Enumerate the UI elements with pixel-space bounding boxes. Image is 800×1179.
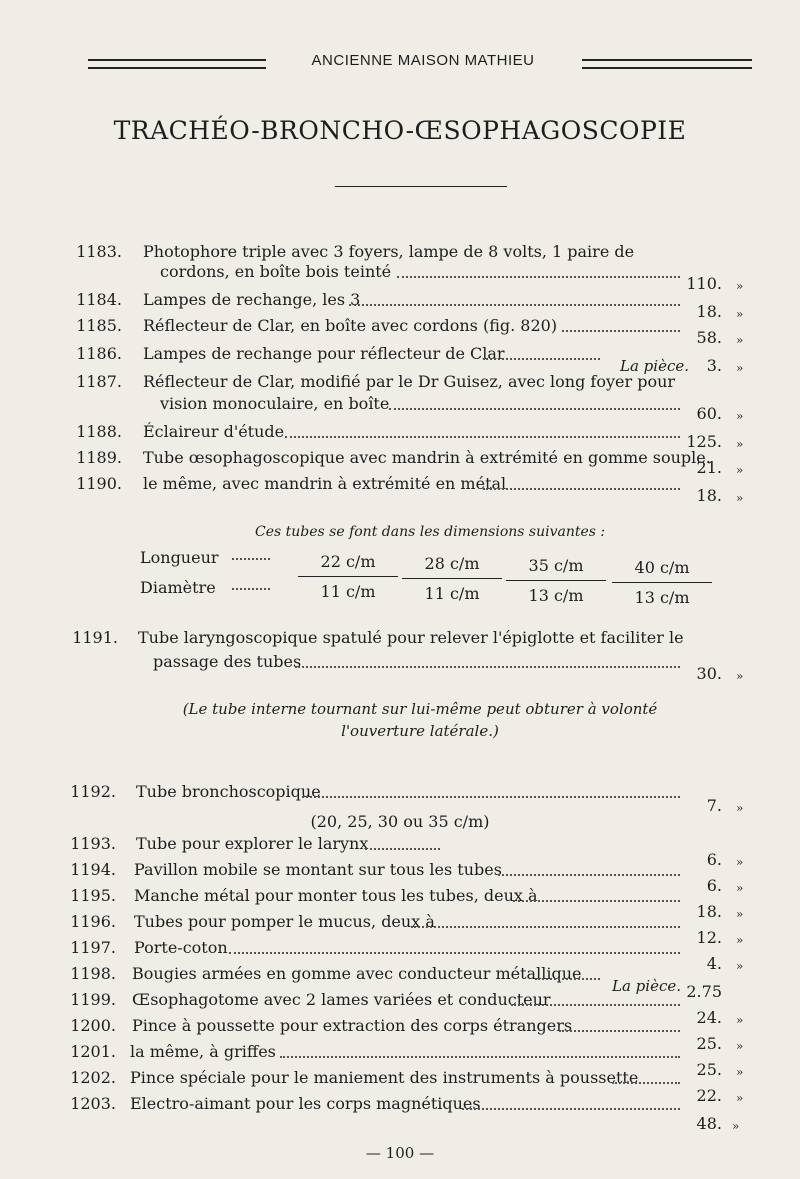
price-mark: »	[736, 855, 744, 869]
price-mark: »	[736, 463, 744, 477]
diameter-cell: 11 c/m	[320, 582, 376, 601]
price-mark: »	[736, 409, 744, 423]
item-description-cont: cordons, en boîte bois teinté	[160, 262, 392, 281]
leader-dots	[389, 408, 680, 410]
diameter-cell: 11 c/m	[424, 584, 480, 603]
price-mark: »	[736, 333, 744, 347]
item-description-cont: vision monoculaire, en boîte	[160, 394, 390, 413]
diameter-cell: 13 c/m	[528, 586, 584, 605]
leader-dots	[535, 978, 600, 980]
price-mark: »	[736, 801, 744, 815]
item-description: Porte-coton	[134, 938, 228, 957]
price-mark: »	[736, 361, 744, 375]
price-mark: »	[736, 669, 744, 683]
item-number: 1186.	[76, 344, 122, 363]
section-title: TRACHÉO-BRONCHO-ŒSOPHAGOSCOPIE	[113, 116, 687, 145]
item-number: 1193.	[70, 834, 116, 853]
item-description: Pavillon mobile se montant sur tous les tubes	[134, 860, 502, 879]
item-description: Tube œsophagoscopique avec mandrin à extrémité en gomme souple.	[143, 448, 711, 467]
leader-dots	[349, 304, 681, 306]
price-mark: »	[736, 1065, 744, 1079]
length-cell: 35 c/m	[528, 556, 584, 575]
leader-dots	[483, 358, 600, 360]
item-number: 1197.	[70, 938, 116, 957]
item-number: 1189.	[76, 448, 122, 467]
leader-dots	[365, 848, 440, 850]
header-rule-right	[582, 59, 752, 69]
leader-dots	[232, 588, 270, 590]
price-mark: »	[736, 491, 744, 505]
leader-dots	[511, 1004, 680, 1006]
item-number: 1202.	[70, 1068, 116, 1087]
running-header	[88, 52, 752, 74]
item-description: Tube bronchoscopique	[136, 782, 321, 801]
item-description-cont: passage des tubes	[153, 652, 302, 671]
dimensions-table	[140, 548, 710, 612]
price-mark: »	[736, 1013, 744, 1027]
item-description: Manche métal pour monter tous les tubes, deux à	[134, 886, 538, 905]
item-description: Photophore triple avec 3 foyers, lampe de 8 volts, 1 paire de	[143, 242, 635, 261]
leader-dots	[462, 1108, 680, 1110]
item-number: 1200.	[70, 1016, 116, 1035]
item-number: 1199.	[70, 990, 116, 1009]
unit-label: La pièce.	[620, 357, 689, 375]
item-description: Bougies armées en gomme avec conducteur métallique	[132, 964, 582, 983]
price: 21.	[696, 458, 722, 477]
item-number: 1184.	[76, 290, 122, 309]
diameter-cell: 13 c/m	[634, 588, 690, 607]
price: 2.75	[686, 982, 722, 1001]
price: 24.	[696, 1008, 722, 1027]
price-mark: »	[736, 1039, 744, 1053]
price: 7.	[706, 796, 722, 815]
header-text: ANCIENNE MAISON MATHIEU	[311, 52, 535, 69]
item-number: 1187.	[76, 372, 122, 391]
price: 25.	[696, 1060, 722, 1079]
item-number: 1198.	[70, 964, 116, 983]
item-number: 1183.	[76, 242, 122, 261]
leader-dots	[612, 1082, 680, 1084]
leader-dots	[483, 488, 680, 490]
title-underline	[335, 186, 507, 187]
item-number: 1185.	[76, 316, 122, 335]
item-number: 1194.	[70, 860, 116, 879]
length-label: Longueur	[140, 548, 219, 567]
price-mark: »	[736, 881, 744, 895]
item-description: Pince à poussette pour extraction des corps étrangers	[132, 1016, 573, 1035]
leader-dots	[285, 436, 680, 438]
header-rule-left	[88, 59, 266, 69]
tube-note-line: l'ouverture latérale.)	[341, 722, 499, 740]
item-description: Œsophagotome avec 2 lames variées et conducteur	[132, 990, 551, 1009]
length-cell: 40 c/m	[634, 558, 690, 577]
price: 58.	[696, 328, 722, 347]
item-description: Tubes pour pomper le mucus, deux à	[134, 912, 435, 931]
item-number: 1196.	[70, 912, 116, 931]
price-mark: »	[736, 437, 744, 451]
bronchoscope-sizes: (20, 25, 30 ou 35 c/m)	[310, 812, 490, 831]
price: 12.	[696, 928, 722, 947]
price: 48.	[696, 1114, 722, 1133]
leader-dots	[280, 1056, 680, 1058]
leader-dots	[295, 666, 680, 668]
price-mark: »	[736, 1091, 744, 1105]
item-description: Éclaireur d'étude	[143, 422, 285, 441]
item-number: 1191.	[72, 628, 118, 647]
item-description: Lampes de rechange pour réflecteur de Clar	[143, 344, 505, 363]
item-number: 1190.	[76, 474, 122, 493]
leader-dots	[229, 952, 680, 954]
item-description: Tube laryngoscopique spatulé pour relever l'épiglotte et faciliter le	[138, 628, 684, 647]
price: 110.	[686, 274, 722, 293]
fraction-rule	[298, 576, 398, 577]
item-description: Réflecteur de Clar, modifié par le Dr Guisez, avec long foyer pour	[143, 372, 676, 391]
fraction-rule	[506, 580, 606, 581]
price: 3.	[706, 356, 722, 375]
item-description: la même, à griffes	[130, 1042, 276, 1061]
price-mark: »	[736, 933, 744, 947]
price: 18.	[696, 302, 722, 321]
item-description: Electro-aimant pour les corps magnétiques	[130, 1094, 481, 1113]
tube-note-line: (Le tube interne tournant sur lui-même peut obturer à volonté	[182, 700, 658, 718]
price-mark: »	[736, 279, 744, 293]
item-description: le même, avec mandrin à extrémité en métal	[143, 474, 507, 493]
length-cell: 28 c/m	[424, 554, 480, 573]
price: 4.	[706, 954, 722, 973]
page-number: — 100 —	[365, 1144, 435, 1162]
price: 18.	[696, 486, 722, 505]
price-mark: »	[736, 907, 744, 921]
price: 6.	[706, 876, 722, 895]
price: 25.	[696, 1034, 722, 1053]
dimensions-note: Ces tubes se font dans les dimensions suivantes :	[255, 524, 606, 540]
fraction-rule	[612, 582, 712, 583]
length-cell: 22 c/m	[320, 552, 376, 571]
leader-dots	[397, 276, 680, 278]
diameter-label: Diamètre	[140, 578, 216, 597]
item-number: 1195.	[70, 886, 116, 905]
item-description: Réflecteur de Clar, en boîte avec cordons (fig. 820)	[143, 316, 558, 335]
price: 18.	[696, 902, 722, 921]
fraction-rule	[402, 578, 502, 579]
leader-dots	[411, 926, 680, 928]
item-description: Pince spéciale pour le maniement des instruments à poussette	[130, 1068, 639, 1087]
leader-dots	[302, 796, 680, 798]
price: 30.	[696, 664, 722, 683]
leader-dots	[232, 558, 270, 560]
item-number: 1201.	[70, 1042, 116, 1061]
price: 125.	[686, 432, 722, 451]
item-number: 1192.	[70, 782, 116, 801]
leader-dots	[559, 1030, 680, 1032]
leader-dots	[513, 900, 680, 902]
price: 6.	[706, 850, 722, 869]
price-mark: »	[736, 959, 744, 973]
item-number: 1188.	[76, 422, 122, 441]
item-description: Tube pour explorer le larynx	[136, 834, 369, 853]
price: 60.	[696, 404, 722, 423]
leader-dots	[498, 874, 681, 876]
unit-label: La pièce.	[612, 977, 681, 995]
price: 22.	[696, 1086, 722, 1105]
price-mark: »	[736, 307, 744, 321]
item-number: 1203.	[70, 1094, 116, 1113]
item-description: Lampes de rechange, les 3	[143, 290, 361, 309]
price-mark: »	[732, 1119, 740, 1133]
